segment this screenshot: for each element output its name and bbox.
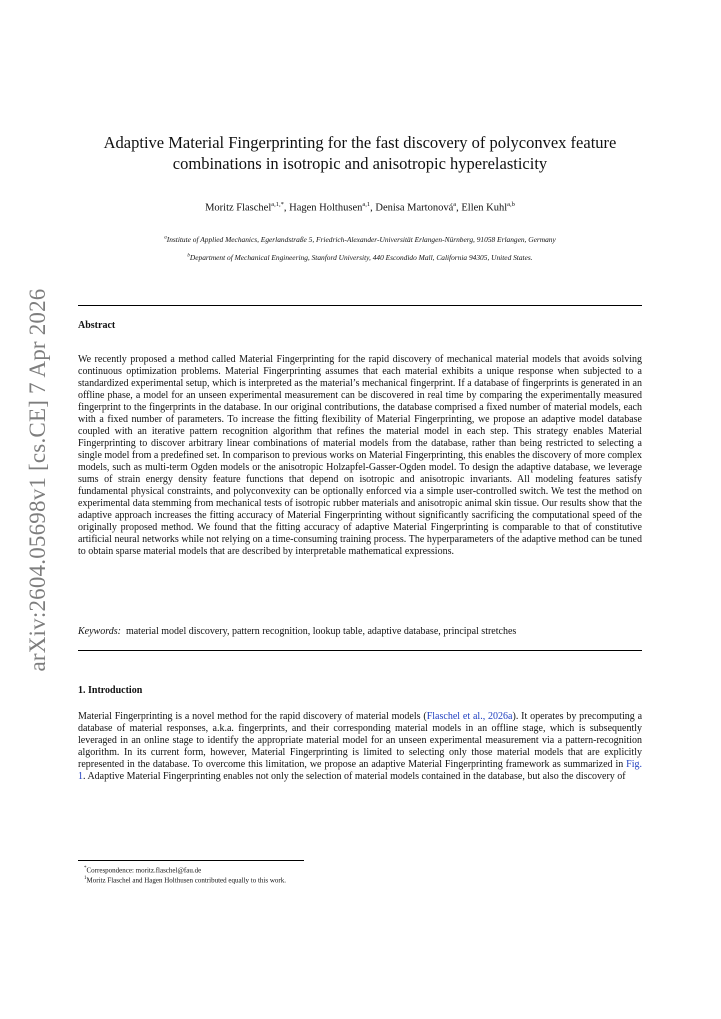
author-name: Moritz Flaschel	[205, 202, 272, 214]
author-separator: ,	[283, 202, 290, 214]
footnote-rule	[78, 860, 304, 861]
author-name: Hagen Holthusen	[289, 202, 363, 214]
affiliation-b	[78, 253, 642, 262]
affiliation-mark: b	[187, 253, 190, 259]
figure-link[interactable]: Fig. 1	[78, 759, 642, 782]
affiliation-a	[78, 235, 642, 244]
title-line-2: combinations in isotropic and anisotropic hyperelasticity	[172, 154, 548, 173]
author-list	[78, 201, 642, 214]
introduction-body	[78, 711, 642, 783]
footnote-mark: *	[84, 866, 87, 871]
keywords-text: material model discovery, pattern recognition, lookup table, adaptive database, principal stretches	[125, 626, 517, 637]
author-affiliation-mark: a,b	[507, 201, 515, 208]
author-affiliation-mark: a	[453, 201, 457, 208]
author-separator: ,	[456, 202, 462, 214]
footnote-equal-contribution	[84, 876, 286, 884]
author-affiliation-mark: a,1,*	[271, 201, 284, 208]
author-name: Ellen Kuhl	[461, 202, 508, 214]
abstract-top-rule	[78, 305, 642, 306]
footnote-text: Correspondence: moritz.flaschel@fau.de	[86, 866, 202, 875]
citation-link[interactable]: Flaschel et al., 2026a	[426, 711, 513, 722]
keywords	[78, 626, 642, 637]
paper-title	[78, 132, 642, 174]
abstract-bottom-rule	[78, 650, 642, 651]
author-separator: ,	[370, 202, 376, 214]
intro-text: ). It operates by precomputing a database of material responses, a.k.a. fingerprints, and their corresponding material models in an offline stage, which is subsequently leveraged in an online stage to identify the appropriate material model for an unseen experimental measurement via a pattern-recognition algorithm. In its current form, however, Material Fingerprinting is limited to selecting only those material models that are explicitly represented in the database. To overcome this limitation, we propose an adaptive Material Fingerprinting framework as summarized in	[78, 711, 643, 770]
title-line-1: Adaptive Material Fingerprinting for the fast discovery of polyconvex feature	[103, 133, 617, 152]
introduction-heading: 1. Introduction	[78, 685, 143, 696]
arxiv-identifier: arXiv:2604.05698v1 [cs.CE] 7 Apr 2026	[25, 288, 50, 672]
abstract-body: We recently proposed a method called Material Fingerprinting for the rapid discovery of mechanical material models that avoids solving continuous optimization problems. Material Fingerprinting assumes that each material exhibits a unique response when subjected to a standardized experimental setup, which is interpreted as the material’s mechanical fingerprint. If a database of fingerprints is generated in an offline phase, a model for an unseen experimental measurement can be discovered in real time by comparing the experimentally measured fingerprint to the fingerprints in the database. In our original contributions, the database comprised a fixed number of material models, each with a fixed number of parameters. To increase the fitting flexibility of Material Fingerprinting, we propose an adaptive model database coupled with an iterative pattern recognition algorithm that refines the material model in each step. This strategy enables Material Fingerprinting to discover arbitrary linear combinations of material models from the database, rather than being restricted to selecting a single model from a predefined set. In comparison to previous works on Material Fingerprinting, this enables the discovery of more complex models, such as multi-term Ogden models or the anisotropic Holzapfel-Gasser-Ogden model. To design the adaptive database, we leverage sums of strain energy density feature functions that depend on isotropic and anisotropic invariants. All modeling features satisfy fundamental physical constraints, and polyconvexity can be optionally enforced via a simple user-controlled switch. We test the method on experimental data stemming from mechanical tests of isotropic rubber materials and anisotropic animal skin tissue. Our results show that the adaptive approach increases the fitting accuracy of Material Fingerprinting without significantly sacrificing the computational speed of the originally proposed method. We found that the fitting accuracy of adaptive Material Fingerprinting is comparable to that of constitutive artificial neural networks while not relying on a time-consuming training process. The hyperparameters of the adaptive method can be tuned to obtain sparse material models that are described by interpretable mathematical expressions.	[78, 354, 642, 557]
footnote-text: Moritz Flaschel and Hagen Holthusen contributed equally to this work.	[86, 876, 286, 885]
author-affiliation-mark: a,1	[362, 201, 371, 208]
affiliation-text: Department of Mechanical Engineering, Stanford University, 440 Escondido Mall, California 94305, United States.	[189, 253, 533, 262]
keywords-label: Keywords:	[78, 626, 121, 637]
footnote-correspondence	[84, 866, 201, 874]
affiliation-text: Institute of Applied Mechanics, Egerlandstraße 5, Friedrich-Alexander-Universität Erlangen-Nürnberg, 91058 Erlangen, Germany	[166, 235, 556, 244]
affiliation-mark: a	[164, 235, 167, 241]
intro-text: . Adaptive Material Fingerprinting enables not only the selection of material models contained in the database, but also the discovery of	[83, 771, 626, 782]
arxiv-sidebar	[18, 288, 58, 672]
author-name: Denisa Martonová	[375, 202, 454, 214]
footnote-mark: 1	[84, 876, 87, 881]
intro-text: Material Fingerprinting is a novel method for the rapid discovery of material models (	[78, 711, 427, 722]
abstract-heading: Abstract	[78, 320, 116, 331]
